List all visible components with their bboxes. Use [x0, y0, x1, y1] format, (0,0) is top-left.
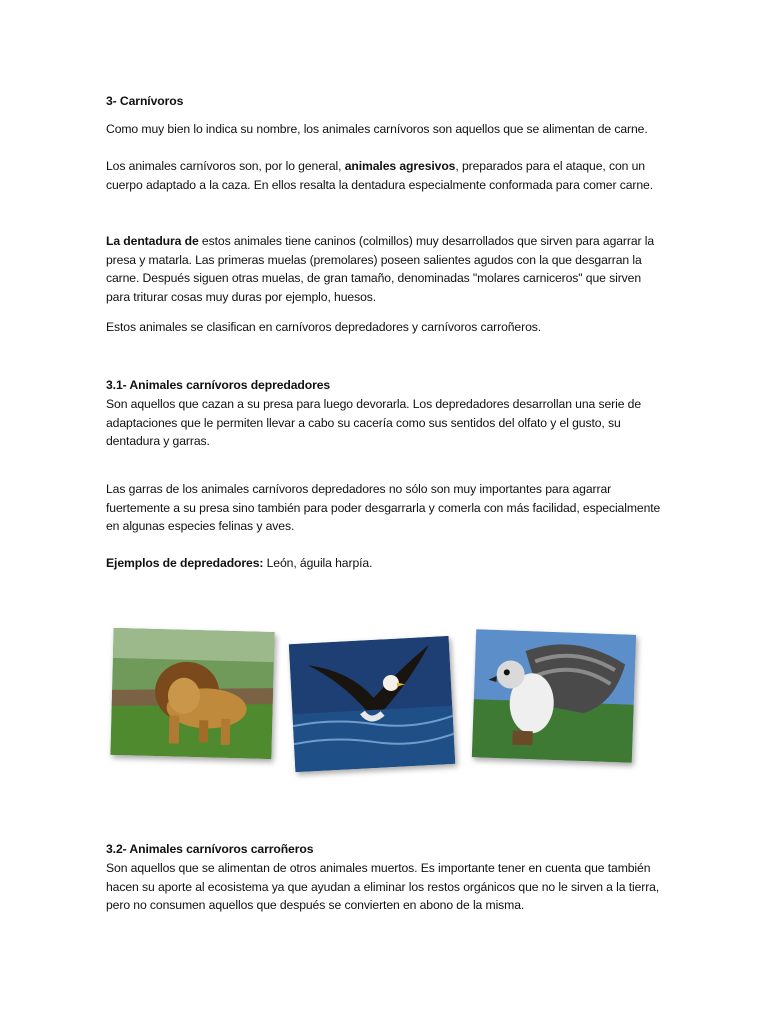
harpy-eagle-photo	[472, 629, 636, 763]
section-3-2-title: 3.2- Animales carnívoros carroñeros	[106, 842, 314, 856]
p3-emphasis: La dentadura de	[106, 234, 199, 248]
lion-illustration	[110, 628, 274, 759]
section-3-1-title: 3.1- Animales carnívoros depredadores	[106, 378, 331, 392]
p2-emphasis: animales agresivos	[344, 159, 456, 173]
section-3-paragraph-2	[106, 157, 666, 194]
lion-photo	[110, 628, 274, 759]
examples-value: León, águila harpía.	[263, 556, 373, 570]
examples-line	[106, 554, 666, 573]
section-3-2-paragraph-1: Son aquellos que se alimentan de otros animales muertos. Es importante tener en cuenta que también hacen su aporte al ecosistema ya que ayudan a eliminar los restos orgánicos que no le sirven a la tierra, pero no consumen aquellos que después se convierten en abono de la misma.	[106, 861, 660, 913]
eagle-illustration	[289, 636, 455, 772]
section-3-paragraph-1: Como muy bien lo indica su nombre, los animales carnívoros son aquellos que se alimentan de carne.	[106, 122, 648, 136]
section-3-paragraph-4: Estos animales se clasifican en carnívoros depredadores y carnívoros carroñeros.	[106, 320, 542, 334]
section-3-1-paragraph-1: Son aquellos que cazan a su presa para luego devorarla. Los depredadores desarrollan una serie de adaptaciones que le permiten llevar a cabo su cacería como sus sentidos del olfato y el gusto, su dentadura y garras.	[106, 397, 642, 449]
section-3-1-paragraph-2: Las garras de los animales carnívoros depredadores no sólo son muy importantes para agarrar fuertemente a su presa sino también para poder desgarrarla y comerla con más facilidad, especialmente en algunas especies felinas y aves.	[106, 482, 661, 534]
section-3-paragraph-3	[106, 232, 666, 307]
eagle-photo	[289, 636, 455, 772]
examples-label: Ejemplos de depredadores:	[106, 556, 264, 570]
p2-text-c: , preparados para el ataque, con un cuerpo adaptado a la caza. En ellos resalta la dentadura especialmente conformada para comer carne.	[106, 159, 654, 192]
harpy-eagle-illustration	[472, 629, 636, 763]
p2-text-a: Los animales carnívoros son, por lo general,	[106, 159, 345, 173]
section-3-title: 3- Carnívoros	[106, 94, 184, 108]
p3-text: estos animales tiene caninos (colmillos) muy desarrollados que sirven para agarrar la presa y matarla. Las primeras muelas (premolares) poseen salientes agudos con la que desgarran la carne. Después siguen otras muelas, de gran tamaño, denominadas "molares carniceros" que sirven para triturar cosas muy duras por ejemplo, huesos.	[106, 234, 655, 305]
